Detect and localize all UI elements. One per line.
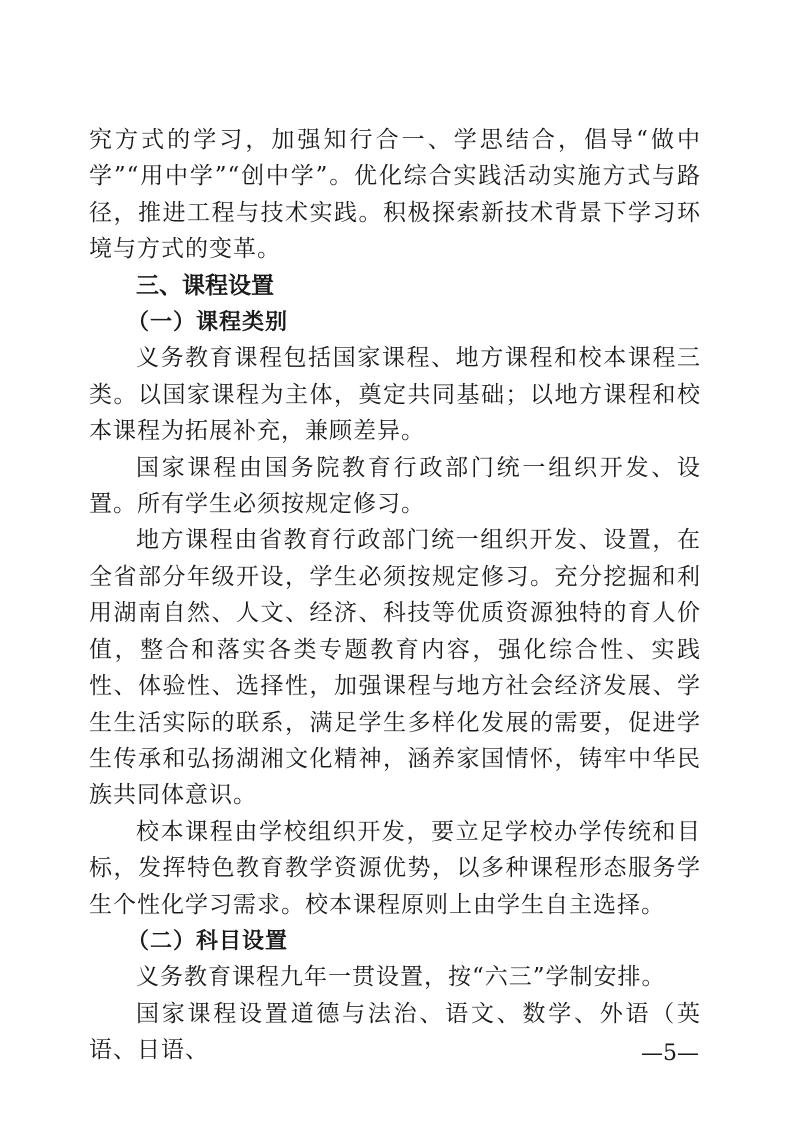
paragraph-continued: 究方式的学习，加强知行合一、学思结合，倡导“做中学”“用中学”“创中学”。优化综合实践活动实施方式与路径，推进工程与技术实践。积极探索新技术背景下学习环境与方式的变革。	[89, 127, 701, 263]
subsection-heading-subject-setup: （二）科目设置	[127, 927, 289, 954]
subsection-heading-course-categories: （一）课程类别	[127, 309, 289, 336]
paragraph-local-course: 地方课程由省教育行政部门统一组织开发、设置，在全省部分年级开设，学生必须按规定修习。充分挖掘和利用湖南自然、人文、经济、科技等优质资源独特的育人价值，整合和落实各类专题教育内容，强化综合性、实践性、体验性、选择性，加强课程与地方社会经济发展、学生生活实际的联系，满足学生多样化发展的需要，促进学生传承和弘扬湖湘文化精神，涵养家国情怀，铸牢中华民族共同体意识。	[89, 527, 701, 809]
paragraph-national-subjects: 国家课程设置道德与法治、语文、数学、外语（英语、日语、	[89, 1000, 701, 1064]
paragraph-course-types: 义务教育课程包括国家课程、地方课程和校本课程三类。以国家课程为主体，奠定共同基础；以地方课程和校本课程为拓展补充，兼顾差异。	[89, 345, 701, 445]
section-heading-course-setup: 三、课程设置	[136, 272, 274, 299]
document-body	[89, 122, 701, 1069]
page-number: —5—	[641, 1041, 699, 1066]
paragraph-school-course: 校本课程由学校组织开发，要立足学校办学传统和目标，发挥特色教育教学资源优势，以多种课程形态服务学生个性化学习需求。校本课程原则上由学生自主选择。	[89, 818, 701, 918]
paragraph-national-course: 国家课程由国务院教育行政部门统一组织开发、设置。所有学生必须按规定修习。	[89, 454, 701, 518]
paragraph-nine-year: 义务教育课程九年一贯设置，按“六三”学制安排。	[136, 964, 666, 991]
